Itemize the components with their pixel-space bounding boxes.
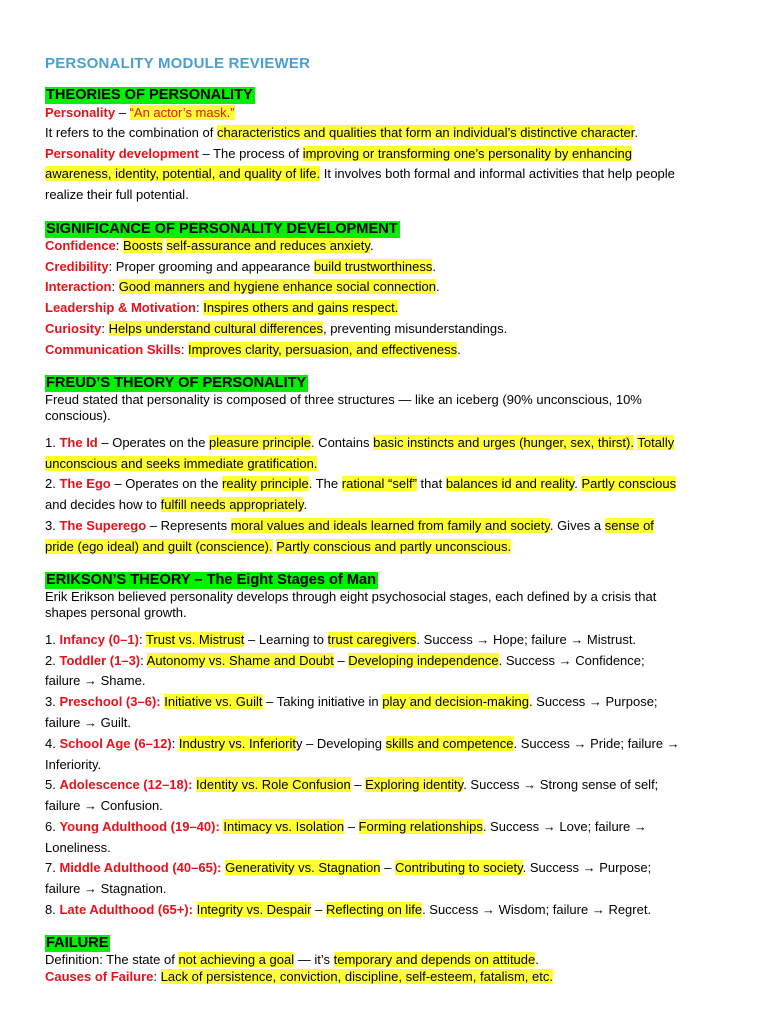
significance-item: Communication Skills: Improves clarity, persuasion, and effectiveness.	[45, 342, 461, 357]
section-heading-theories: THEORIES OF PERSONALITY	[46, 87, 253, 103]
freud-id: 1. The Id – Operates on the pleasure principle. Contains basic instincts and urges (hunger, sex, thirst). Totally	[45, 435, 675, 450]
freud-intro-cont: conscious).	[45, 408, 111, 423]
personality-refers: It refers to the combination of characteristics and qualities that form an individual’s distinctive character.	[45, 125, 639, 140]
erikson-stage-cont: Loneliness.	[45, 840, 111, 855]
erikson-stage-cont: failure → Confusion.	[45, 798, 163, 813]
personality-definition: Personality – “An actor’s mask.”	[45, 105, 235, 120]
significance-item: Credibility: Proper grooming and appearance build trustworthiness.	[45, 259, 436, 274]
failure-definition: Definition: The state of not achieving a goal — it’s temporary and depends on attitude.	[45, 952, 539, 967]
freud-superego-cont: pride (ego ideal) and guilt (conscience). Partly conscious and partly unconscious.	[45, 539, 512, 554]
erikson-stage: 1. Infancy (0–1): Trust vs. Mistrust – Learning to trust caregivers. Success → Hope; failure → Mistrust.	[45, 632, 637, 647]
personality-development-cont: awareness, identity, potential, and quality of life. It involves both formal and informal activities that help people	[45, 166, 675, 181]
freud-superego: 3. The Superego – Represents moral values and ideals learned from family and society. Gives a sense of	[45, 518, 654, 533]
significance-item: Interaction: Good manners and hygiene enhance social connection.	[45, 279, 440, 294]
section-heading-failure: FAILURE	[46, 935, 109, 951]
personality-development-def: Personality development – The process of improving or transforming one’s personality by enhancing	[45, 146, 632, 161]
erikson-stage: 2. Toddler (1–3): Autonomy vs. Shame and Doubt – Developing independence. Success → Confidence;	[45, 653, 645, 668]
freud-ego-cont: and decides how to fulfill needs appropriately.	[45, 497, 308, 512]
freud-id-cont: unconscious and seeks immediate gratification.	[45, 456, 318, 471]
erikson-stage-cont: failure → Guilt.	[45, 715, 131, 730]
erikson-stage: 7. Middle Adulthood (40–65): Generativity vs. Stagnation – Contributing to society. Success → Purpose;	[45, 860, 652, 875]
erikson-stage: 3. Preschool (3–6): Initiative vs. Guilt – Taking initiative in play and decision-making. Success → Purpose;	[45, 694, 658, 709]
section-heading-erikson: ERIKSON’S THEORY – The Eight Stages of Man	[46, 572, 377, 588]
erikson-stage: 5. Adolescence (12–18): Identity vs. Role Confusion – Exploring identity. Success → Strong sense of self;	[45, 777, 659, 792]
erikson-stage: 8. Late Adulthood (65+): Integrity vs. Despair – Reflecting on life. Success → Wisdom; failure → Regret.	[45, 902, 652, 917]
erikson-stage: 4. School Age (6–12): Industry vs. Inferiority – Developing skills and competence. Success → Pride; failure →	[45, 736, 680, 751]
erikson-stage-cont: failure → Stagnation.	[45, 881, 167, 896]
freud-ego: 2. The Ego – Operates on the reality principle. The rational “self” that balances id and reality. Partly conscious	[45, 476, 677, 491]
erikson-intro: Erik Erikson believed personality develops through eight psychosocial stages, each defined by a crisis that	[45, 589, 657, 604]
erikson-stage-cont: failure → Shame.	[45, 673, 146, 688]
significance-item: Curiosity: Helps understand cultural differences, preventing misunderstandings.	[45, 321, 508, 336]
significance-item: Confidence: Boosts self-assurance and reduces anxiety.	[45, 238, 374, 253]
freud-intro: Freud stated that personality is composed of three structures — like an iceberg (90% unconscious, 10%	[45, 392, 642, 407]
personality-development-end: realize their full potential.	[45, 187, 189, 202]
section-heading-significance: SIGNIFICANCE OF PERSONALITY DEVELOPMENT	[46, 221, 398, 237]
erikson-stage: 6. Young Adulthood (19–40): Intimacy vs. Isolation – Forming relationships. Success → Love; failure →	[45, 819, 647, 834]
page-title: PERSONALITY MODULE REVIEWER	[45, 55, 311, 72]
significance-item: Leadership & Motivation: Inspires others and gains respect.	[45, 300, 399, 315]
section-heading-freud: FREUD’S THEORY OF PERSONALITY	[46, 375, 307, 391]
failure-causes: Causes of Failure: Lack of persistence, conviction, discipline, self-esteem, fatalism, etc.	[45, 969, 553, 984]
erikson-intro-cont: shapes personal growth.	[45, 605, 187, 620]
erikson-stage-cont: Inferiority.	[45, 757, 102, 772]
